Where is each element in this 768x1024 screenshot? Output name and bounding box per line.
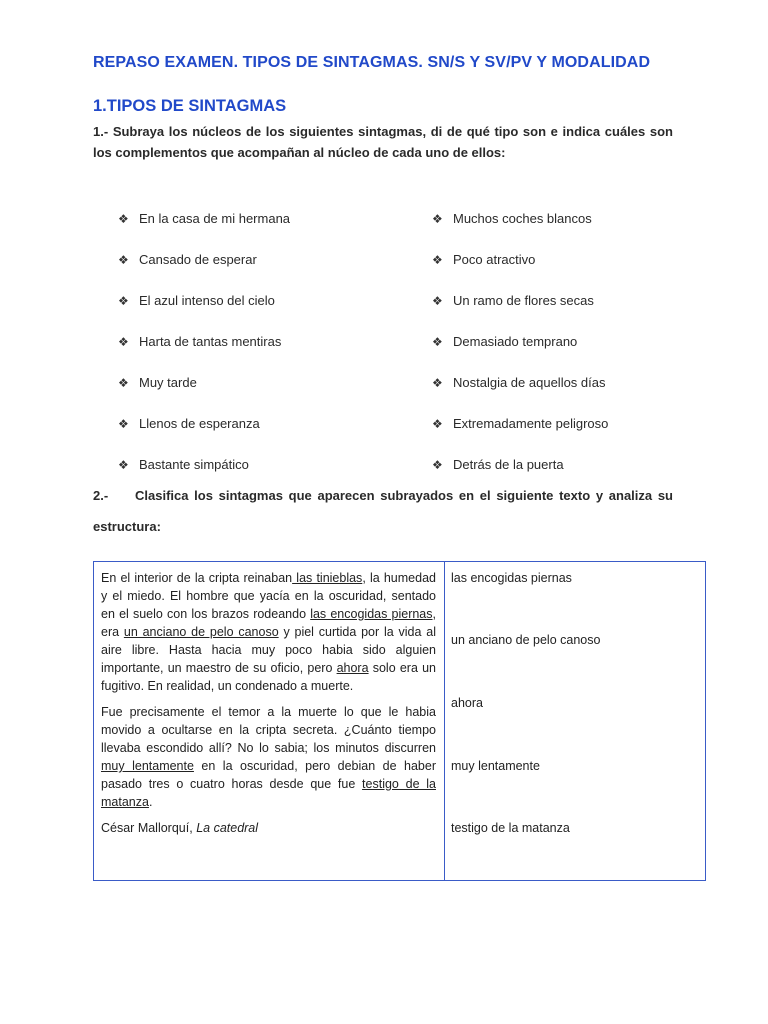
list-item: ❖ Extremadamente peligroso — [432, 416, 609, 431]
list-item: ❖ Llenos de esperanza — [118, 416, 260, 431]
excerpt-citation: César Mallorquí, La catedral — [101, 821, 259, 835]
diamond-bullet-icon: ❖ — [432, 375, 443, 390]
exercise-2-number: 2.- — [93, 488, 109, 503]
list-item: ❖ Poco atractivo — [432, 252, 536, 267]
underlined-phrase: un anciano de pelo canoso — [123, 625, 279, 639]
excerpt-cell — [94, 562, 445, 880]
diamond-bullet-icon: ❖ — [118, 334, 129, 349]
list-item: ❖ Detrás de la puerta — [432, 457, 564, 472]
diamond-bullet-icon: ❖ — [432, 252, 443, 267]
work-title: La catedral — [196, 821, 259, 835]
list-item: ❖ Harta de tantas mentiras — [118, 334, 282, 349]
exercise-2-instruction-line2: estructura: — [93, 519, 161, 534]
phrase-list-left — [118, 198, 290, 485]
text-analysis-table — [93, 561, 706, 881]
diamond-bullet-icon: ❖ — [432, 457, 443, 472]
exercise-1-instruction: 1.- Subraya los núcleos de los siguientes sintagmas, di de qué tipo son e indica cuáles son los complementos que acompañan al núcleo de cada uno de ellos: — [93, 124, 673, 160]
underlined-phrase: las tinieblas — [292, 571, 363, 585]
diamond-bullet-icon: ❖ — [118, 252, 129, 267]
diamond-bullet-icon: ❖ — [118, 457, 129, 472]
answer-phrase: testigo de la matanza — [451, 821, 570, 835]
diamond-bullet-icon: ❖ — [432, 334, 443, 349]
exercise-2-instruction-line1: Clasifica los sintagmas que aparecen subrayados en el siguiente texto y analiza su — [135, 488, 673, 503]
diamond-bullet-icon: ❖ — [432, 211, 443, 226]
diamond-bullet-icon: ❖ — [432, 416, 443, 431]
list-item: ❖ Bastante simpático — [118, 457, 249, 472]
diamond-bullet-icon: ❖ — [118, 211, 129, 226]
section-heading-1: 1.TIPOS DE SINTAGMAS — [93, 97, 287, 115]
answers-cell — [445, 562, 705, 880]
diamond-bullet-icon: ❖ — [118, 416, 129, 431]
list-item: ❖ En la casa de mi hermana — [118, 211, 291, 226]
diamond-bullet-icon: ❖ — [118, 375, 129, 390]
excerpt-paragraph-1: En el interior de la cripta reinaban las tinieblas, la humedad y el miedo. El hombre que yacía en la oscuridad, sentado en el suelo con los brazos rodeando las encogidas piernas, era un anciano de pelo canoso y piel curtida por la vida al aire libre. Hasta hacia muy poco habia sido alguien importante, un maestro de su oficio, pero ahora solo era un fugitivo. En realidad, un condenado a muerte. — [101, 571, 436, 693]
list-item: ❖ Muchos coches blancos — [432, 211, 592, 226]
list-item: ❖ Nostalgia de aquellos días — [432, 375, 606, 390]
diamond-bullet-icon: ❖ — [118, 293, 129, 308]
underlined-phrase: las encogidas piernas — [310, 607, 433, 621]
list-item: ❖ Un ramo de flores secas — [432, 293, 594, 308]
underlined-phrase: ahora — [336, 661, 369, 675]
list-item: ❖ Demasiado temprano — [432, 334, 578, 349]
answer-phrase: ahora — [451, 696, 483, 710]
page-title: REPASO EXAMEN. TIPOS DE SINTAGMAS. SN/S Y SV/PV Y MODALIDAD — [93, 54, 651, 71]
underlined-phrase: muy lentamente — [101, 759, 194, 773]
excerpt-paragraph-2: Fue precisamente el temor a la muerte lo que le habia movido a ocultarse en la cripta secreta. ¿Cuánto tiempo llevaba escondido allí? No lo sabia; los minutos discurren muy lentamente en la oscuridad, pero debian de haber pasado tres o cuatro horas desde que fue testigo de la matanza. — [101, 705, 436, 809]
answer-phrase: un anciano de pelo canoso — [451, 633, 601, 647]
answer-phrase: las encogidas piernas — [451, 571, 572, 585]
phrase-list-right — [432, 198, 608, 485]
underlined-phrase: testigo de la matanza — [101, 777, 436, 809]
exercise-2-instruction — [93, 488, 673, 503]
list-item: ❖ El azul intenso del cielo — [118, 293, 275, 308]
diamond-bullet-icon: ❖ — [432, 293, 443, 308]
list-item: ❖ Muy tarde — [118, 375, 197, 390]
answer-phrase: muy lentamente — [451, 759, 540, 773]
list-item: ❖ Cansado de esperar — [118, 252, 257, 267]
